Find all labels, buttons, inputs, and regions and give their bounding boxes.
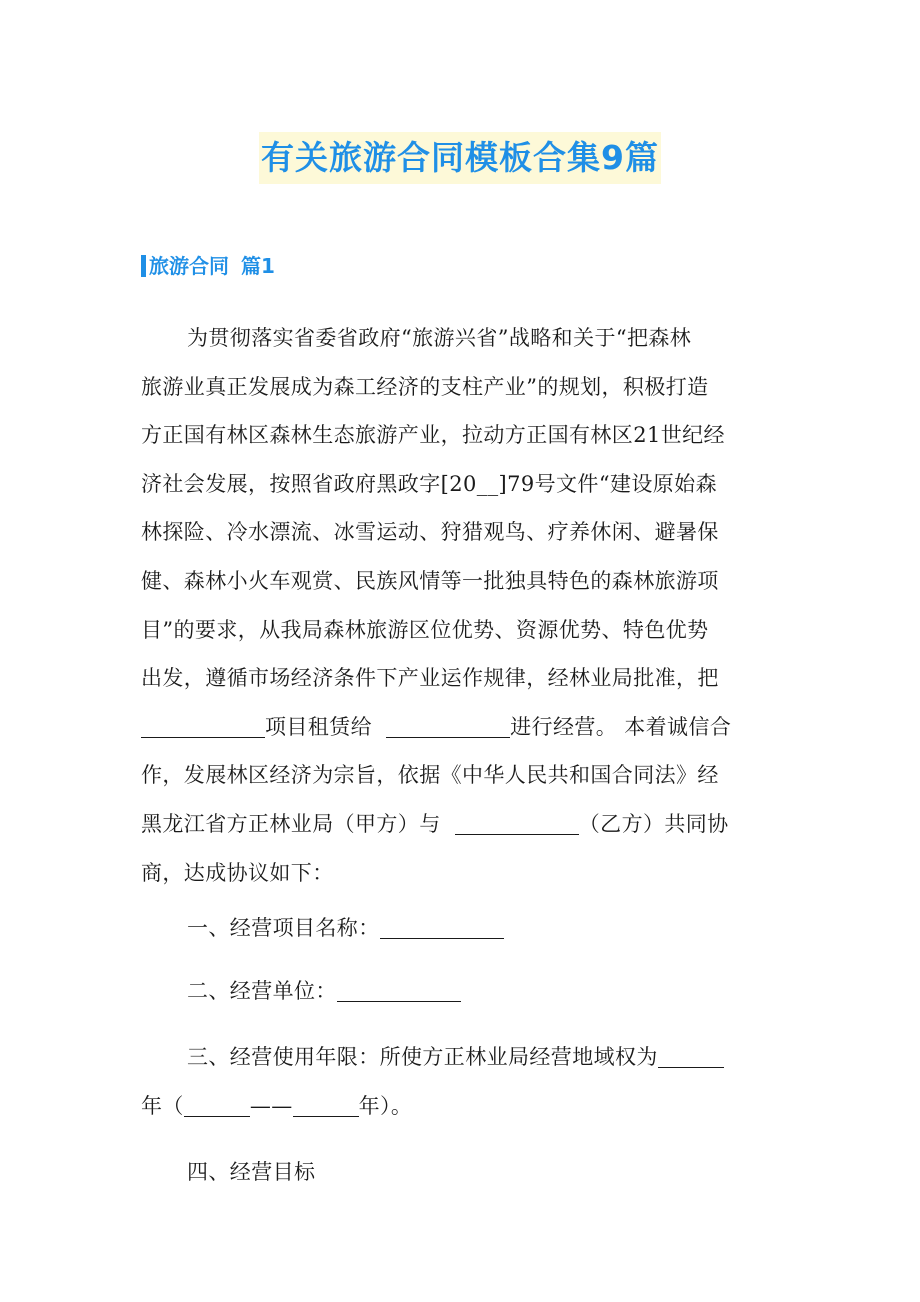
lease-line [141,703,781,752]
preamble-line: 济社会发展，按照省政府黑政字[20__]79号文件“建设原始森 [141,471,717,496]
lessee-blank [386,711,510,738]
project-blank [141,711,265,738]
contract-preamble [141,314,781,897]
clause-4 [141,1148,781,1197]
project-name-blank [380,912,504,939]
end-year-blank [293,1090,359,1117]
section-heading-number: 篇1 [241,254,275,278]
preamble-line: 目”的要求，从我局森林旅游区位优势、资源优势、特色优势 [141,617,709,642]
heading-marker-icon [141,255,146,277]
clause-3-year-close: 年）。 [358,1093,413,1118]
party-b-blank [455,808,579,835]
operating-unit-blank [337,975,461,1002]
preamble-line: 方正国有林区森林生态旅游产业，拉动方正国有林区21世纪经 [141,423,725,448]
lease-text-1: 项目租赁给 [265,714,372,739]
preamble-line: 林探险、冷水漂流、冰雪运动、狩猎观鸟、疗养休闲、避暑保 [141,520,719,545]
start-year-blank [184,1090,250,1117]
party-text-2: （乙方）共同协 [578,811,729,836]
preamble-line: 健、森林小火车观赏、民族风情等一批独具特色的森林旅游项 [141,568,719,593]
title-container [0,132,920,184]
clause-2 [141,967,781,1016]
section-heading [141,252,275,280]
document-title: 有关旅游合同模板合集9篇 [259,132,661,184]
section-heading-label: 旅游合同 [149,254,229,278]
clause-3-year-open: 年（ [141,1093,184,1118]
lease-text-2: 进行经营。 本着诚信合 [510,714,732,739]
clause-3-label: 三、经营使用年限：所使方正林业局经营地域权为 [187,1045,658,1069]
clause-4-label: 四、经营目标 [187,1160,316,1184]
clause-3-dash: —— [249,1093,293,1118]
years-blank [658,1041,724,1068]
clause-2-label: 二、经营单位： [187,979,337,1003]
preamble-line: 出发，遵循市场经济条件下产业运作规律，经林业局批准，把 [141,666,719,691]
closing-line: 商，达成协议如下： [141,860,334,885]
party-line [141,800,781,849]
preamble-line: 旅游业真正发展成为森工经济的支柱产业”的规划，积极打造 [141,374,709,399]
clause-1-label: 一、经营项目名称： [187,916,380,940]
preamble-line: 为贯彻落实省委省政府“旅游兴省”战略和关于“把森林 [187,326,692,350]
clause-3 [141,1033,781,1130]
clause-1 [141,904,781,953]
party-text-1: 黑龙江省方正林业局（甲方）与 [141,811,441,836]
preamble-line: 作，发展林区经济为宗旨，依据《中华人民共和国合同法》经 [141,763,719,788]
